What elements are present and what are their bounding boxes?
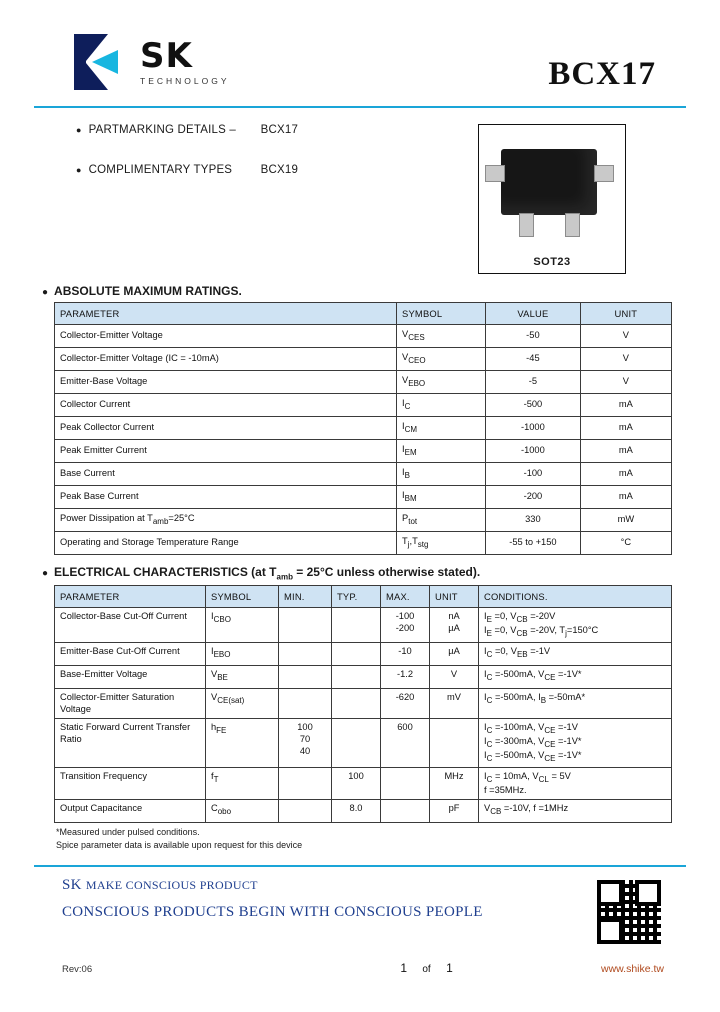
cell-parameter: Collector-Emitter Voltage (IC = -10mA) — [55, 348, 397, 371]
logo-tagline: TECHNOLOGY — [140, 75, 230, 86]
column-header-conditions: CONDITIONS. — [479, 586, 672, 608]
bullet-icon: ● — [76, 125, 82, 135]
cell-symbol: $I_C$ — [397, 394, 486, 417]
qr-code-icon — [594, 877, 664, 947]
cell-parameter: Emitter-Base Voltage — [55, 371, 397, 394]
cell-conditions: $V_{CB} =-10V$, f =1MHz — [479, 800, 672, 823]
cell-unit: mW — [580, 509, 671, 532]
cell-parameter: Peak Collector Current — [55, 417, 397, 440]
cell-parameter: Operating and Storage Temperature Range — [55, 532, 397, 555]
package-lead-icon — [485, 165, 505, 182]
sk-logo-icon — [70, 34, 132, 90]
cell-value: -100 — [486, 463, 581, 486]
column-header-symbol: SYMBOL — [206, 586, 279, 608]
cell-max: -1.2 — [381, 666, 430, 689]
cell-unit: mV — [430, 689, 479, 719]
cell-parameter: Base-Emitter Voltage — [55, 666, 206, 689]
cell-min — [279, 666, 332, 689]
table-row — [55, 417, 672, 440]
cell-max: -100 -200 — [381, 608, 430, 643]
footnote: *Measured under pulsed conditions. — [56, 827, 200, 838]
logo-wordmark: SK — [140, 35, 193, 76]
cell-unit: MHz — [430, 767, 479, 799]
cell-parameter: Collector Current — [55, 394, 397, 417]
cell-unit: V — [430, 666, 479, 689]
section-title: ELECTRICAL CHARACTERISTICS (at $T_{amb} = 25^\circ C$ unless otherwise stated). — [54, 565, 481, 582]
table-row — [55, 689, 672, 719]
part-info-list — [34, 124, 434, 274]
cell-symbol: $I_{EBO}$ — [206, 643, 279, 666]
cell-typ — [332, 608, 381, 643]
cell-value: -5 — [486, 371, 581, 394]
cell-parameter: Peak Emitter Current — [55, 440, 397, 463]
cell-parameter: Emitter-Base Cut-Off Current — [55, 643, 206, 666]
info-label: PARTMARKING DETAILS – — [88, 124, 236, 136]
cell-symbol: $I_{BM}$ — [397, 486, 486, 509]
cell-symbol: $V_{CE(sat)}$ — [206, 689, 279, 719]
cell-unit — [430, 719, 479, 768]
package-body-icon — [501, 149, 597, 215]
cell-value: -200 — [486, 486, 581, 509]
cell-typ — [332, 689, 381, 719]
table-row — [55, 608, 672, 643]
revision-label: Rev:06 — [62, 963, 93, 975]
cell-symbol: $h_{FE}$ — [206, 719, 279, 768]
cell-value: 330 — [486, 509, 581, 532]
cell-parameter: Static Forward Current Transfer Ratio — [55, 719, 206, 768]
page-header — [34, 26, 686, 104]
cell-conditions: $I_C =-100mA$, $V_{CE} =-1V$ $I_C =-300mA$, $V_{CE} =-1V*$ $I_C =-500mA$, $V_{CE} =-1V*$ — [479, 719, 672, 768]
slogan-line-1: SK MAKE CONSCIOUS PRODUCT — [62, 876, 258, 893]
column-header-unit: UNIT — [430, 586, 479, 608]
overview-section — [34, 124, 686, 274]
table-header-row — [55, 303, 672, 325]
cell-min — [279, 800, 332, 823]
cell-typ: 8.0 — [332, 800, 381, 823]
bullet-icon: ● — [42, 287, 49, 298]
cell-symbol: $I_{CM}$ — [397, 417, 486, 440]
cell-value: -1000 — [486, 417, 581, 440]
cell-conditions: $I_C =-500mA$, $V_{CE} =-1V*$ — [479, 666, 672, 689]
package-photo — [478, 124, 626, 274]
column-header-unit: UNIT — [580, 303, 671, 325]
table-row — [55, 325, 672, 348]
cell-unit: pF — [430, 800, 479, 823]
cell-parameter: Peak Base Current — [55, 486, 397, 509]
cell-unit: V — [580, 348, 671, 371]
cell-symbol: $f_T$ — [206, 767, 279, 799]
cell-unit: mA — [580, 440, 671, 463]
cell-unit: mA — [580, 394, 671, 417]
table-row — [55, 666, 672, 689]
cell-unit: V — [580, 325, 671, 348]
electrical-characteristics-table — [54, 585, 672, 823]
cell-min: 100 70 40 — [279, 719, 332, 768]
cell-min — [279, 608, 332, 643]
page-footer — [34, 877, 686, 947]
cell-symbol: $P_{tot}$ — [397, 509, 486, 532]
section-title: ABSOLUTE MAXIMUM RATINGS. — [54, 284, 242, 298]
cell-symbol: $I_{CBO}$ — [206, 608, 279, 643]
column-header-min: MIN. — [279, 586, 332, 608]
table-header-row — [55, 586, 672, 608]
cell-value: -500 — [486, 394, 581, 417]
cell-value: -55 to +150 — [486, 532, 581, 555]
table-row — [55, 348, 672, 371]
info-value: BCX19 — [260, 164, 299, 176]
cell-unit: °C — [580, 532, 671, 555]
cell-value: -50 — [486, 325, 581, 348]
cell-symbol: $T_j,T_{stg}$ — [397, 532, 486, 555]
table-row — [55, 800, 672, 823]
table-row — [55, 509, 672, 532]
cell-parameter: Collector-Emitter Saturation Voltage — [55, 689, 206, 719]
cell-unit: mA — [580, 463, 671, 486]
cell-parameter: Base Current — [55, 463, 397, 486]
table-footnotes — [56, 826, 686, 850]
table-row — [55, 463, 672, 486]
cell-unit: mA — [580, 417, 671, 440]
cell-typ — [332, 643, 381, 666]
table-row — [55, 719, 672, 768]
column-header-typ: TYP. — [332, 586, 381, 608]
bullet-icon: ● — [42, 568, 49, 579]
cell-parameter: Power Dissipation at $T_{amb}=25^\circ C$ — [55, 509, 397, 532]
cell-unit: mA — [580, 486, 671, 509]
info-value: BCX17 — [260, 124, 299, 136]
section-heading-ec — [42, 565, 686, 581]
cell-unit: nA µA — [430, 608, 479, 643]
cell-min — [279, 643, 332, 666]
footer-meta — [34, 961, 686, 975]
page-number: 1 of 1 — [400, 960, 453, 975]
website-link[interactable]: www.shike.tw — [600, 962, 664, 975]
cell-value: -45 — [486, 348, 581, 371]
cell-max — [381, 800, 430, 823]
table-row — [55, 486, 672, 509]
cell-symbol: $V_{CEO}$ — [397, 348, 486, 371]
package-lead-icon — [565, 213, 580, 237]
company-logo — [70, 34, 230, 90]
cell-symbol: $C_{obo}$ — [206, 800, 279, 823]
package-name: SOT23 — [533, 256, 571, 268]
page-title: BCX17 — [548, 56, 656, 92]
cell-conditions: $I_C =0$, $V_{EB} =-1V$ — [479, 643, 672, 666]
cell-typ — [332, 666, 381, 689]
cell-unit: µA — [430, 643, 479, 666]
column-header-parameter: PARAMETER — [55, 303, 397, 325]
table-row — [55, 371, 672, 394]
cell-symbol: $V_{EBO}$ — [397, 371, 486, 394]
info-label: COMPLIMENTARY TYPES — [88, 164, 233, 176]
footnote: Spice parameter data is available upon request for this device — [56, 839, 303, 850]
cell-conditions: $I_C =-500mA$, $I_B =-50mA*$ — [479, 689, 672, 719]
cell-parameter: Collector-Emitter Voltage — [55, 325, 397, 348]
cell-max: 600 — [381, 719, 430, 768]
column-header-parameter: PARAMETER — [55, 586, 206, 608]
table-row — [55, 440, 672, 463]
package-lead-icon — [519, 213, 534, 237]
column-header-max: MAX. — [381, 586, 430, 608]
cell-symbol: $I_{EM}$ — [397, 440, 486, 463]
footer-divider — [34, 865, 686, 867]
cell-symbol: $V_{BE}$ — [206, 666, 279, 689]
cell-conditions: $I_E =0$, $V_{CB} =-20V$ $I_E =0$, $V_{CB} =-20V$, $T_j=150^\circ C$ — [479, 608, 672, 643]
cell-typ: 100 — [332, 767, 381, 799]
cell-parameter: Transition Frequency — [55, 767, 206, 799]
list-item — [76, 124, 434, 136]
cell-max — [381, 767, 430, 799]
column-header-symbol: SYMBOL — [397, 303, 486, 325]
cell-parameter: Collector-Base Cut-Off Current — [55, 608, 206, 643]
slogan-line-2: CONSCIOUS PRODUCTS BEGIN WITH CONSCIOUS PEOPLE — [62, 903, 483, 920]
cell-max: -10 — [381, 643, 430, 666]
cell-conditions: $I_C = 10mA$, $V_{CL} = 5V$ f =35MHz. — [479, 767, 672, 799]
cell-max: -620 — [381, 689, 430, 719]
table-row — [55, 643, 672, 666]
cell-unit: V — [580, 371, 671, 394]
cell-min — [279, 689, 332, 719]
section-heading-amr — [42, 284, 686, 298]
header-divider — [34, 106, 686, 108]
table-row — [55, 532, 672, 555]
cell-typ — [332, 719, 381, 768]
cell-symbol: $I_B$ — [397, 463, 486, 486]
table-row — [55, 767, 672, 799]
cell-symbol: $V_{CES}$ — [397, 325, 486, 348]
column-header-value: VALUE — [486, 303, 581, 325]
bullet-icon: ● — [76, 165, 82, 175]
cell-value: -1000 — [486, 440, 581, 463]
absolute-maximum-ratings-table — [54, 302, 672, 555]
table-row — [55, 394, 672, 417]
cell-min — [279, 767, 332, 799]
list-item — [76, 164, 434, 176]
package-lead-icon — [594, 165, 614, 182]
cell-parameter: Output Capacitance — [55, 800, 206, 823]
